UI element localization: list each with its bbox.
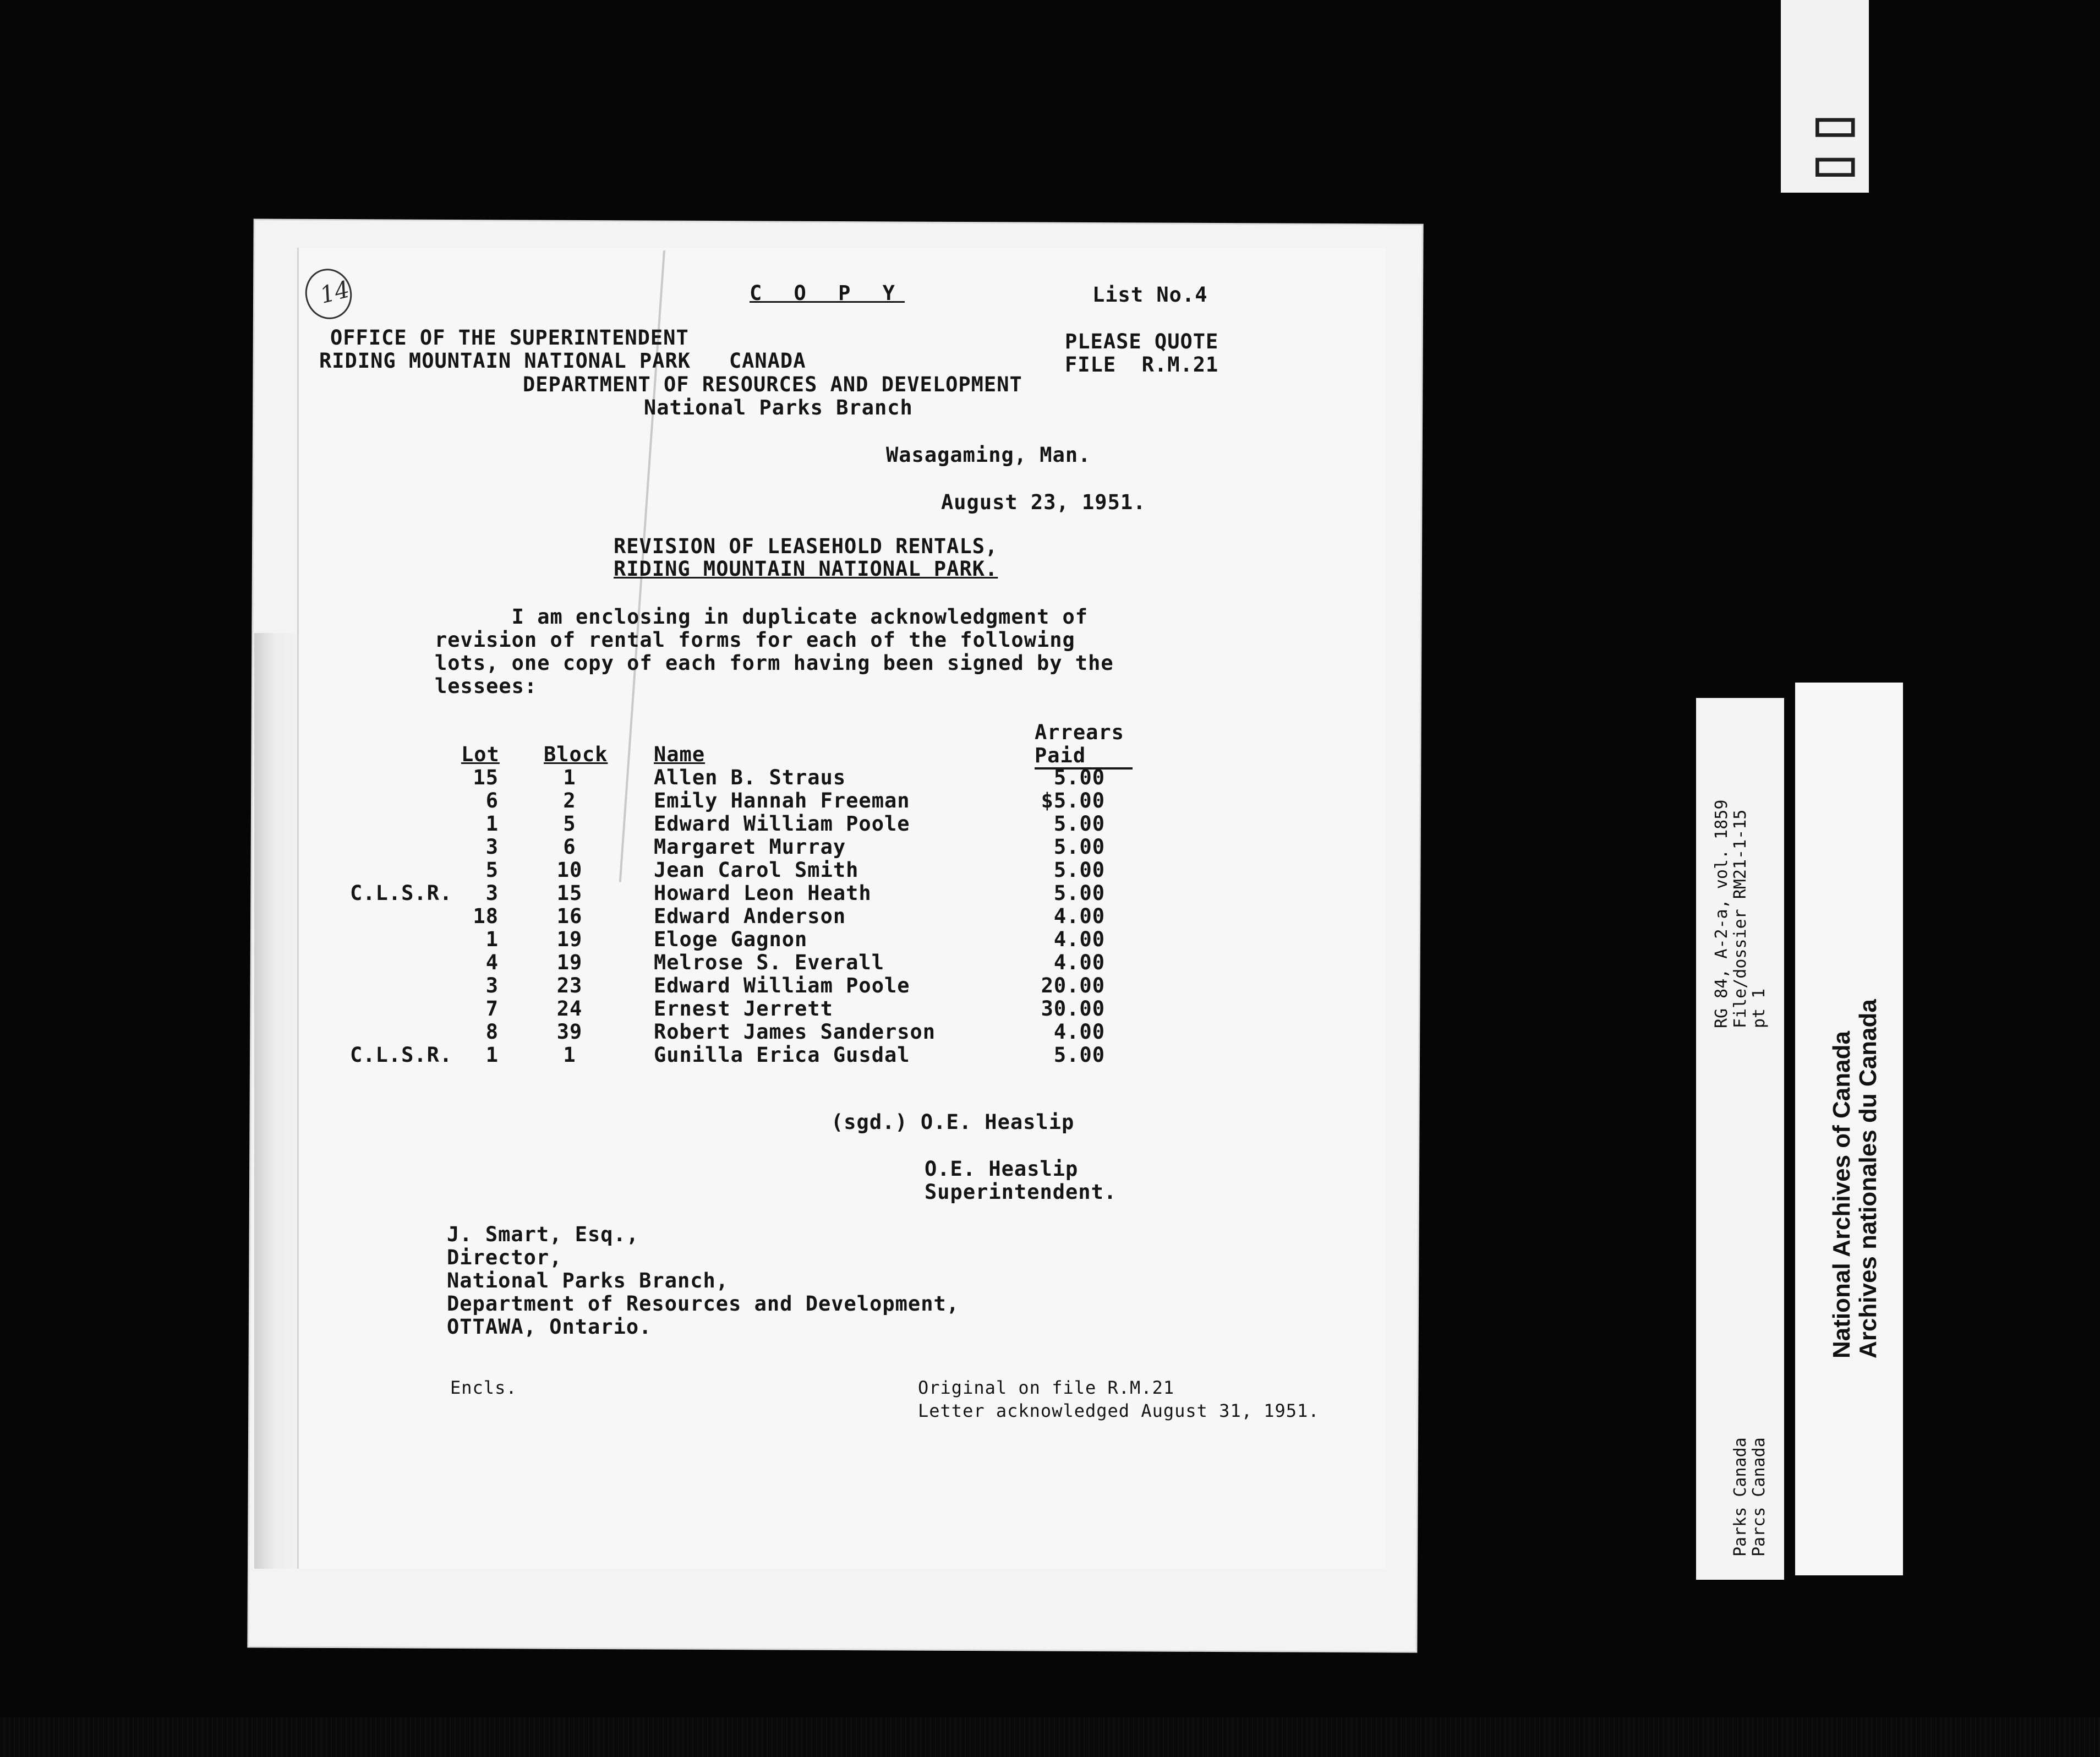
archive-ref-line-1: RG 84, A-2-a, vol. 1859 <box>1712 799 1731 1028</box>
row-block: 15 <box>556 881 583 905</box>
addressee-line-4: Department of Resources and Development, <box>447 1292 960 1316</box>
row-name: Howard Leon Heath <box>654 881 872 905</box>
row-name: Edward William Poole <box>654 812 910 836</box>
archive-ref-line-3: pt 1 <box>1749 988 1769 1028</box>
signatory-title: Superintendent. <box>925 1180 1117 1204</box>
row-paid: 4.00 <box>1053 1020 1105 1044</box>
row-name: Emily Hannah Freeman <box>654 789 910 812</box>
row-paid: 5.00 <box>1053 812 1105 836</box>
row-lot: 8 <box>485 1020 499 1044</box>
col-header-lot: Lot <box>461 743 500 766</box>
row-paid: 4.00 <box>1053 904 1105 928</box>
row-name: Edward William Poole <box>654 974 910 997</box>
row-paid: 4.00 <box>1053 951 1105 974</box>
film-frame-label: ▯▯ <box>1781 0 1869 193</box>
body-line-1: I am enclosing in duplicate acknowledgment of <box>435 605 1089 629</box>
row-block: 19 <box>556 951 583 974</box>
row-paid: 5.00 <box>1053 835 1105 859</box>
signatory-name: O.E. Heaslip <box>925 1157 1079 1181</box>
row-lot: 18 <box>473 904 499 928</box>
agency-en: Parks Canada <box>1731 1437 1750 1557</box>
body-line-2: revision of rental forms for each of the following <box>435 628 1075 652</box>
row-lot: 1 <box>485 812 499 836</box>
row-lot: 3 <box>485 835 499 859</box>
col-header-block: Block <box>544 743 608 766</box>
row-block: 6 <box>563 835 576 859</box>
copy-title: C O P Y <box>750 281 905 305</box>
enclosures: Encls. <box>450 1377 517 1398</box>
row-lot: 5 <box>485 858 499 882</box>
col-header-name: Name <box>654 743 706 766</box>
list-number: List No.4 <box>1092 283 1208 307</box>
row-block: 2 <box>563 789 576 812</box>
national-archives-label <box>1795 683 1903 1575</box>
row-name: Jean Carol Smith <box>654 858 859 882</box>
body-line-4: lessees: <box>435 674 538 698</box>
date-line: August 23, 1951. <box>941 490 1146 514</box>
row-prefix: C.L.S.R. <box>350 1043 453 1067</box>
col-header-arrears: Arrears <box>1035 721 1124 744</box>
branch-line: National Parks Branch <box>644 396 913 419</box>
row-paid: 5.00 <box>1053 881 1105 905</box>
row-paid: 5.00 <box>1053 1043 1105 1067</box>
row-block: 1 <box>563 1043 576 1067</box>
row-paid: $5.00 <box>1041 789 1105 812</box>
row-name: Edward Anderson <box>654 904 846 928</box>
office-line-1: OFFICE OF THE SUPERINTENDENT <box>330 326 689 350</box>
film-edge <box>0 1717 2100 1757</box>
row-lot: 3 <box>485 881 499 905</box>
addressee-line-1: J. Smart, Esq., <box>447 1223 639 1246</box>
agency-fr: Parcs Canada <box>1749 1437 1769 1557</box>
row-name: Robert James Sanderson <box>654 1020 936 1044</box>
archives-name-en: National Archives of Canada <box>1828 1031 1855 1358</box>
row-name: Margaret Murray <box>654 835 846 859</box>
row-lot: 3 <box>485 974 499 997</box>
row-name: Melrose S. Everall <box>654 951 884 974</box>
row-name: Allen B. Straus <box>654 766 846 789</box>
row-block: 24 <box>556 997 583 1021</box>
addressee-line-3: National Parks Branch, <box>447 1269 729 1292</box>
row-block: 39 <box>556 1020 583 1044</box>
row-lot: 4 <box>485 951 499 974</box>
row-block: 10 <box>556 858 583 882</box>
row-lot: 1 <box>485 927 499 951</box>
row-paid: 30.00 <box>1041 997 1105 1021</box>
archive-ref-line-2: File/dossier RM21-1-15 <box>1731 809 1750 1028</box>
row-block: 16 <box>556 904 583 928</box>
body-line-3: lots, one copy of each form having been signed by the <box>435 651 1114 675</box>
archives-name-fr: Archives nationales du Canada <box>1855 999 1882 1358</box>
row-name: Ernest Jerrett <box>654 997 833 1021</box>
row-block: 5 <box>563 812 576 836</box>
row-paid: 5.00 <box>1053 766 1105 789</box>
original-on-file: Original on file R.M.21 <box>918 1377 1175 1398</box>
torn-paper-edge <box>254 633 304 1569</box>
file-reference: FILE R.M.21 <box>1065 353 1219 376</box>
pencil-page-number-text: 14 <box>317 275 353 309</box>
letter-acknowledged: Letter acknowledged August 31, 1951. <box>918 1400 1320 1421</box>
please-quote: PLEASE QUOTE <box>1065 330 1219 353</box>
office-line-2: RIDING MOUNTAIN NATIONAL PARK CANADA <box>319 349 806 373</box>
row-block: 1 <box>563 766 576 789</box>
row-lot: 6 <box>485 789 499 812</box>
department-line: DEPARTMENT OF RESOURCES AND DEVELOPMENT <box>523 373 1022 396</box>
addressee-line-2: Director, <box>447 1246 562 1269</box>
row-block: 23 <box>556 974 583 997</box>
row-paid: 5.00 <box>1053 858 1105 882</box>
row-lot: 1 <box>485 1043 499 1067</box>
signed-line: (sgd.) O.E. Heaslip <box>831 1110 1075 1134</box>
place-line: Wasagaming, Man. <box>886 443 1091 467</box>
row-name: Gunilla Erica Gusdal <box>654 1043 910 1067</box>
subject-line-1: REVISION OF LEASEHOLD RENTALS, <box>614 534 998 558</box>
subject-line-2: RIDING MOUNTAIN NATIONAL PARK. <box>614 557 998 581</box>
row-lot: 15 <box>473 766 499 789</box>
row-paid: 20.00 <box>1041 974 1105 997</box>
row-prefix: C.L.S.R. <box>350 881 453 905</box>
col-header-paid: Paid <box>1035 744 1086 767</box>
row-paid: 4.00 <box>1053 927 1105 951</box>
row-block: 19 <box>556 927 583 951</box>
addressee-line-5: OTTAWA, Ontario. <box>447 1315 652 1339</box>
row-name: Eloge Gagnon <box>654 927 808 951</box>
row-lot: 7 <box>485 997 499 1021</box>
archive-reference-label <box>1696 698 1784 1580</box>
